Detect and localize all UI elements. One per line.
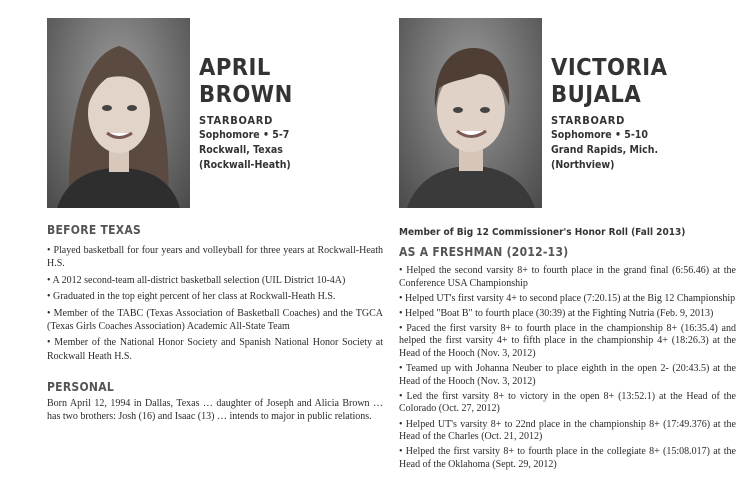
first-name: VICTORIA: [551, 55, 668, 81]
list-item: • Helped "Boat B" to fourth place (30:39) at the Fighting Nutria (Feb. 9, 2013): [399, 307, 714, 319]
list-item: • Helped the second varsity 8+ to fourth place in the grand final (6:56.46) at the Conference USA Championship: [399, 265, 736, 289]
list-item: • Played basketball for four years and volleyball for three years at Rockwall-Heath H.S.: [47, 245, 383, 270]
list-item: • Helped the first varsity 8+ to fourth place in the collegiate 8+ (15:08.017) at the Head of the Oklahoma (Sept. 29, 2012): [399, 446, 736, 470]
victoria-bujala-info: [551, 113, 658, 173]
victoria-bujala-name: [551, 55, 667, 109]
list-item: • Helped UT's varsity 8+ to 22nd place in the championship 8+ (17:49.376) at the Head of the Charles (Oct. 21, 2012): [399, 418, 736, 443]
first-name: APRIL: [199, 55, 271, 81]
april-brown-info: [199, 113, 291, 173]
portrait-graphic: [399, 18, 542, 208]
list-item: • Graduated in the top eight percent of her class at Rockwall-Heath H.S.: [47, 291, 336, 303]
hometown: Rockwall, Texas: [199, 144, 283, 156]
list-item: • Member of the National Honor Society and Spanish National Honor Society at Rockwall Heath H.S.: [47, 337, 383, 362]
personal-heading: PERSONAL: [47, 380, 115, 394]
list-item: • Member of the TABC (Texas Association of Basketball Coaches) and the TGCA (Texas Girls Coaches Association) Academic All-State Team: [47, 307, 383, 333]
as-a-freshman-heading: AS A FRESHMAN (2012-13): [399, 245, 569, 259]
list-item: • Paced the first varsity 8+ to fourth place in the championship 8+ (16:35.4) and helped the first varsity 4+ to fifth place in the championship 4+ (18:26.3) at the Head of the Hooch (Nov. 3, 2012): [399, 322, 736, 360]
personal-text: Born April 12, 1994 in Dallas, Texas … daughter of Joseph and Alicia Brown … has two brothers: Josh (16) and Isaac (13) … intends to major in public relations.: [47, 398, 383, 423]
class-height: Sophomore • 5-7: [199, 129, 290, 141]
last-name: BUJALA: [551, 82, 642, 108]
victoria-bujala-photo: [399, 18, 542, 208]
freshman-list: [399, 265, 736, 471]
before-texas-heading: BEFORE TEXAS: [47, 223, 142, 237]
honor-roll-note: Member of Big 12 Commissioner's Honor Roll (Fall 2013): [399, 227, 686, 238]
high-school: (Northview): [551, 159, 615, 171]
list-item: • Led the first varsity 8+ to victory in the open 8+ (13:52.1) at the Head of the Colorado (Oct. 27, 2012): [399, 390, 736, 415]
portrait-graphic: [47, 18, 190, 208]
position: STARBOARD: [199, 114, 274, 127]
position: STARBOARD: [551, 114, 626, 127]
class-height: Sophomore • 5-10: [551, 129, 648, 141]
list-item: • Teamed up with Johanna Neuber to place eighth in the open 2- (20:43.5) at the Head of the Hooch (Nov. 3, 2012): [399, 363, 736, 387]
april-brown-name: [199, 55, 293, 109]
april-brown-photo: [47, 18, 190, 208]
list-item: • Helped UT's first varsity 4+ to second place (7:20.15) at the Big 12 Championship: [399, 292, 736, 304]
high-school: (Rockwall-Heath): [199, 159, 291, 171]
hometown: Grand Rapids, Mich.: [551, 144, 659, 156]
before-texas-list: [47, 244, 383, 366]
last-name: BROWN: [199, 82, 293, 108]
list-item: • A 2012 second-team all-district basketball selection (UIL District 10-4A): [47, 274, 346, 286]
